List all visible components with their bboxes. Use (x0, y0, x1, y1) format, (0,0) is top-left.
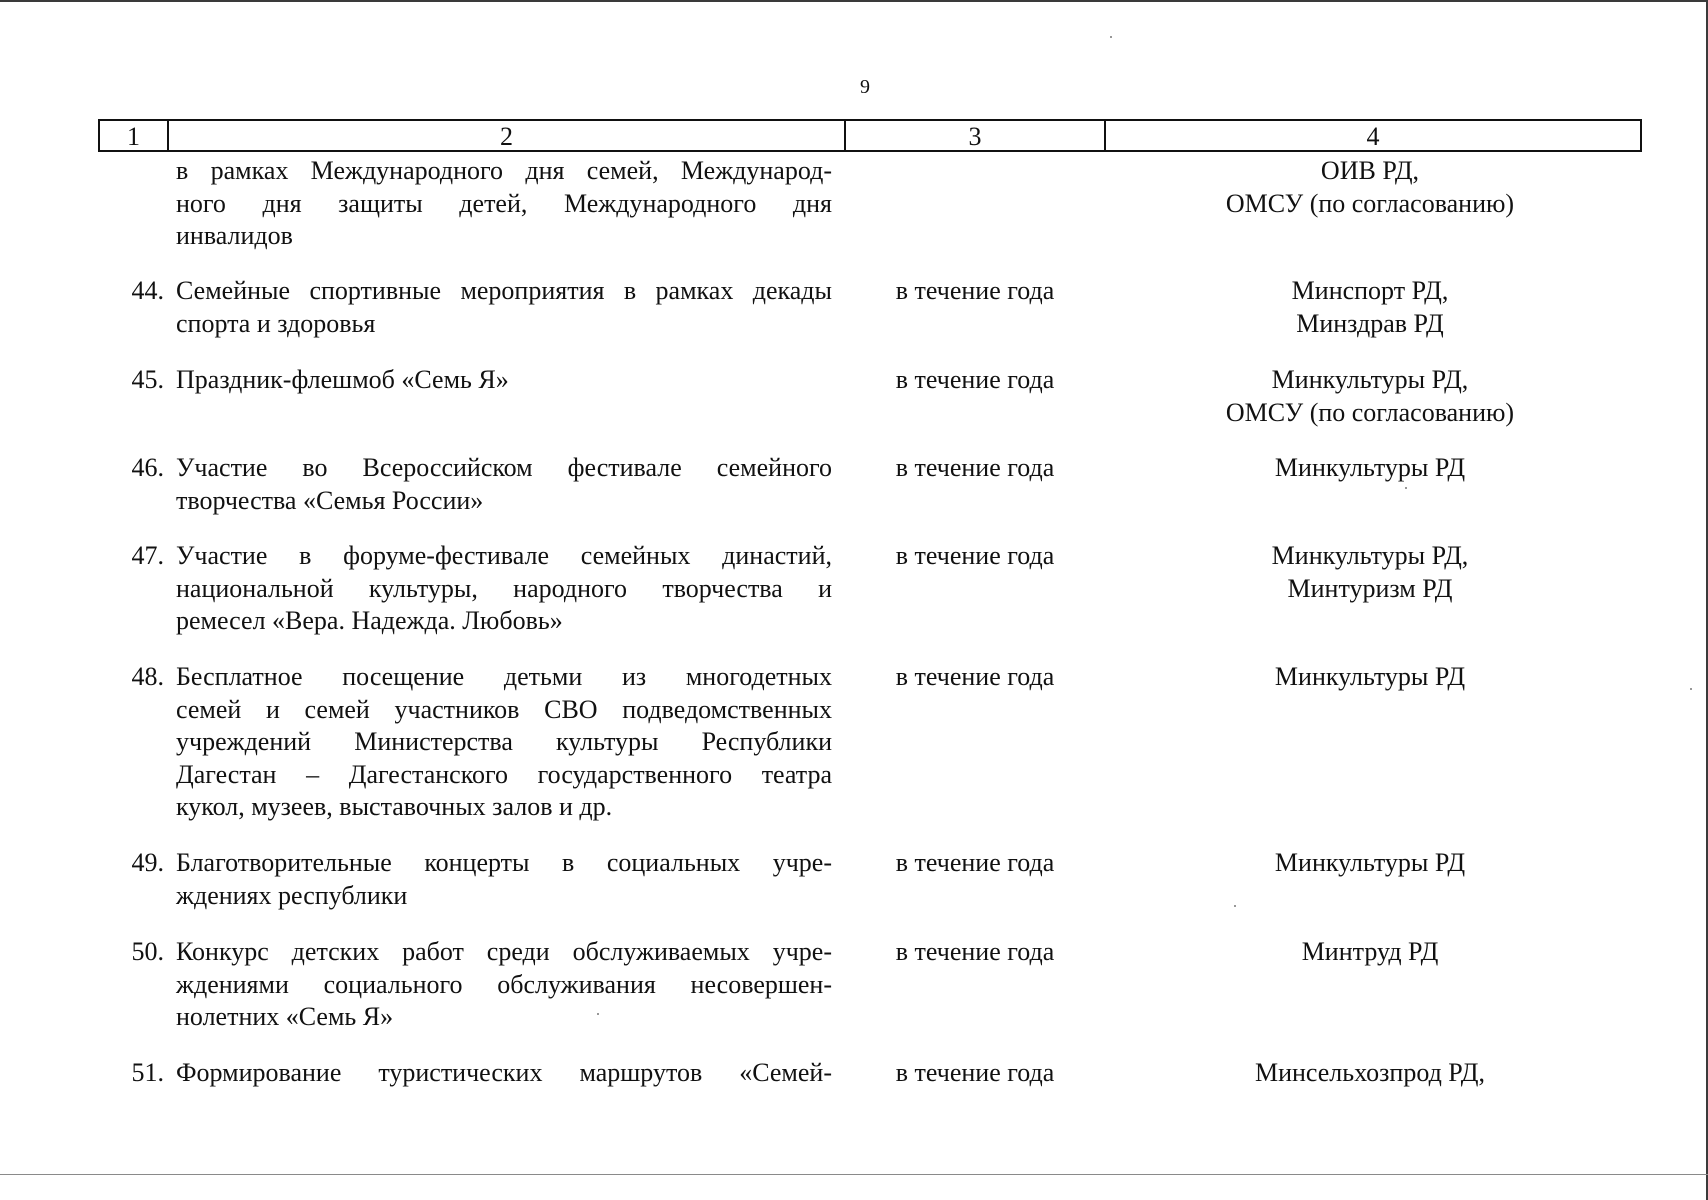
row-text (176, 364, 832, 397)
row-responsible (1120, 275, 1620, 340)
row-number: 46. (131, 453, 164, 482)
row-period: в течение года (895, 365, 1055, 394)
responsible-line: ОИВ РД, (1320, 156, 1420, 185)
text-line: семей и семей участников СВО подведомственных (176, 694, 832, 724)
row-number: 49. (131, 848, 164, 877)
scan-speck (1690, 688, 1692, 690)
responsible-line: Минкультуры РД, (1271, 541, 1469, 570)
text-line: Благотворительные концерты в социальных учре- (176, 848, 832, 877)
row-responsible (1120, 540, 1620, 605)
row-period: в течение года (895, 276, 1055, 305)
row-period: в течение года (895, 662, 1055, 691)
text-line: Конкурс детских работ среди обслуживаемых учре- (176, 937, 832, 966)
responsible-line: ОМСУ (по согласованию) (1225, 397, 1515, 427)
row-text (176, 661, 832, 824)
text-line: учреждений Министерства культуры Республики (176, 727, 832, 756)
row-responsible (1120, 452, 1620, 485)
responsible-line: ОМСУ (по согласованию) (1225, 188, 1515, 218)
row-number: 45. (131, 365, 164, 394)
text-line: Бесплатное посещение детьми из многодетных (176, 662, 832, 691)
row-number: 47. (131, 541, 164, 570)
text-line: национальной культуры, народного творчества и (176, 573, 832, 603)
row-number: 50. (131, 937, 164, 966)
text-line: инвалидов (176, 221, 293, 250)
row-responsible (1120, 847, 1620, 880)
text-line: ремесел «Вера. Надежда. Любовь» (176, 606, 563, 635)
row-text (176, 155, 832, 253)
row-number: 51. (131, 1058, 164, 1087)
scan-speck (597, 1013, 599, 1015)
header-cell-2: 2 (169, 121, 846, 150)
text-line: Формирование туристических маршрутов «Семей- (176, 1058, 832, 1087)
text-line: кукол, музеев, выставочных залов и др. (176, 792, 613, 821)
text-line: Участие в форуме-фестивале семейных династий, (176, 541, 832, 570)
row-responsible (1120, 661, 1620, 694)
scan-edge-bottom (0, 1174, 1708, 1175)
responsible-line: Минкультуры РД (1274, 662, 1466, 691)
responsible-line: Минкультуры РД, (1271, 365, 1469, 394)
row-number: 44. (131, 276, 164, 305)
row-period: в течение года (895, 937, 1055, 966)
row-period: в течение года (895, 848, 1055, 877)
text-line: ждениями социального обслуживания несовершен- (176, 969, 832, 999)
row-responsible (1120, 1057, 1620, 1090)
text-line: в рамках Международного дня семей, Международ- (176, 156, 832, 185)
page-number: 9 (860, 76, 870, 98)
text-line: ждениях республики (176, 880, 408, 910)
table-header (98, 119, 1642, 152)
row-text (176, 275, 832, 340)
row-text (176, 936, 832, 1034)
row-number: 48. (131, 662, 164, 691)
header-cell-3: 3 (846, 121, 1106, 150)
scan-speck (1234, 905, 1236, 907)
row-responsible (1120, 364, 1620, 429)
text-line: нолетних «Семь Я» (176, 1002, 394, 1031)
text-line: спорта и здоровья (176, 308, 376, 338)
text-line: Семейные спортивные мероприятия в рамках декады (176, 276, 832, 305)
text-line: Праздник-флешмоб «Семь Я» (176, 365, 509, 394)
row-text (176, 1057, 832, 1090)
row-period: в течение года (895, 1058, 1055, 1087)
row-text (176, 847, 832, 912)
responsible-line: Минздрав РД (1296, 308, 1444, 338)
header-cell-4: 4 (1366, 122, 1380, 151)
scan-speck (1110, 36, 1112, 38)
responsible-line: Минспорт РД, (1291, 276, 1449, 305)
header-cell-1: 1 (100, 121, 169, 150)
text-line: Дагестан – Дагестанского государственного театра (176, 759, 832, 789)
responsible-line: Минкультуры РД (1274, 453, 1466, 482)
scan-edge-top (0, 0, 1708, 2)
responsible-line: Минсельхозпрод РД, (1254, 1058, 1486, 1087)
row-period: в течение года (895, 453, 1055, 482)
responsible-line: Минкультуры РД (1274, 848, 1466, 877)
row-period: в течение года (895, 541, 1055, 570)
responsible-line: Минтуризм РД (1287, 573, 1453, 603)
scan-speck (1405, 487, 1407, 489)
responsible-line: Минтруд РД (1301, 937, 1439, 966)
text-line: творчества «Семья России» (176, 485, 484, 515)
row-responsible (1120, 155, 1620, 220)
row-text (176, 452, 832, 517)
text-line: Участие во Всероссийском фестивале семейного (176, 453, 832, 482)
text-line: ного дня защиты детей, Международного дня (176, 188, 832, 218)
row-text (176, 540, 832, 638)
row-responsible (1120, 936, 1620, 969)
